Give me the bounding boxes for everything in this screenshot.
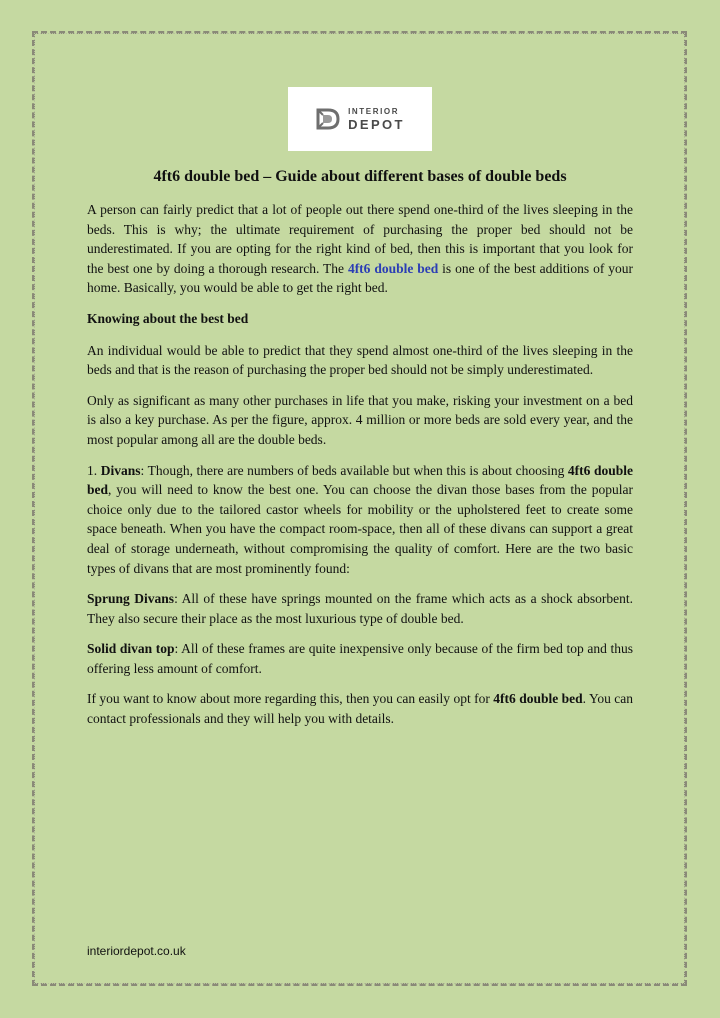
paragraph-2: An individual would be able to predict that they spend almost one-third of the lives sleeping in the beds and that is the reason of purchasing the proper bed should not be simply underestimated. <box>87 342 633 378</box>
logo <box>288 87 432 151</box>
text: . You can contact professionals and they will help you with details. <box>87 691 633 727</box>
footer-website: interiordepot.co.uk <box>87 944 186 958</box>
text: : All of these have springs mounted on the frame which acts as a shock absorbent. They also secure their place as the most luxurious type of double bed. <box>87 591 634 626</box>
link-4ft6-double-bed[interactable]: 4ft6 double bed <box>347 260 439 276</box>
text: : Though, there are numbers of beds available but when this is about choosing <box>140 462 568 478</box>
logo-text <box>348 108 405 131</box>
text: , you will need to know the best one. You can choose the divan those bases from the popular choice only due to the tailored castor wheels for mobility or the upholstered feet to create some space beneath. When you have the compact room-space, then all of these divans can support a great deal of storage underneath, without compromising the quality of comfort. Here are the two basic types of divans that are most prominently found: <box>87 482 633 576</box>
bold-term-4ft6-double-bed: 4ft6 double bed <box>493 691 583 707</box>
text: If you want to know about more regarding this, then you can easily opt for <box>87 691 494 707</box>
text: A person can fairly predict that a lot of people out there spend one-third of the lives sleeping in the beds. This is why; the ultimate requirement of purchasing the proper bed should not be underestimated. If you are opting for the right kind of bed, then this is important that you look for the best one by doing a thorough research. The <box>87 202 633 276</box>
list-number: 1. <box>87 462 101 478</box>
paragraph-sprung-divans <box>87 589 633 628</box>
bold-term-divans: Divans <box>100 462 141 478</box>
paragraph-3: Only as significant as many other purchases in life that you make, risking your investment on a bed is also a key purchase. As per the figure, approx. 4 million or more beds are sold every year, and the most popular among all are the double beds. <box>87 392 633 447</box>
text: : All of these frames are quite inexpensive only because of the firm bed top and thus offering less amount of comfort. <box>87 641 633 676</box>
bold-term-solid-divan-top: Solid divan top <box>87 641 175 657</box>
interior-depot-logo-mark-icon <box>315 106 341 132</box>
paragraph-intro <box>87 200 633 298</box>
bold-term-4ft6-double-bed: 4ft6 double bed <box>87 462 633 498</box>
paragraph-solid-divan-top <box>87 639 633 678</box>
article-body <box>87 200 633 740</box>
paragraph-closing <box>87 689 633 728</box>
logo-line-interior: INTERIOR <box>348 106 400 116</box>
logo-line-depot: DEPOT <box>348 116 405 132</box>
text: is one of the best additions of your home. Basically, you would be able to get the right bed. <box>87 260 633 296</box>
paragraph-divans <box>87 461 633 579</box>
document-title: 4ft6 double bed – Guide about different bases of double beds <box>153 168 567 185</box>
bold-term-sprung-divans: Sprung Divans <box>87 591 175 607</box>
section-heading: Knowing about the best bed <box>87 310 249 326</box>
